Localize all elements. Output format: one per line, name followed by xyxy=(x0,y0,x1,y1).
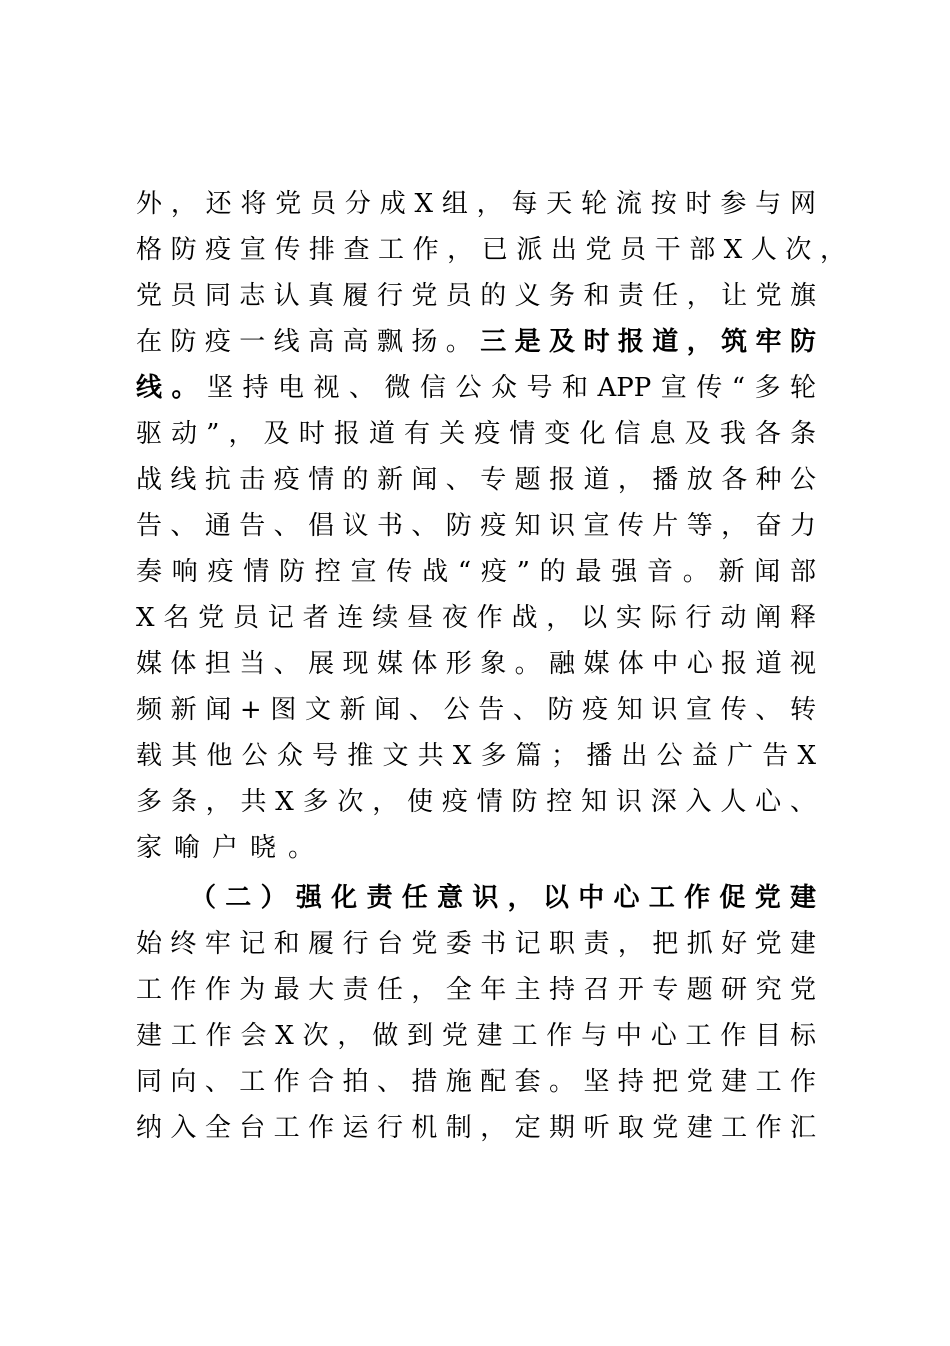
paragraph-line: 格防疫宣传排查工作，已派出党员干部X人次， xyxy=(136,235,846,265)
paragraph-line: 战线抗击疫情的新闻、专题报道，播放各种公 xyxy=(136,465,816,495)
paragraph-line: 奏响疫情防控宣传战“疫”的最强音。新闻部 xyxy=(136,557,816,587)
paragraph-line: 外，还将党员分成X组，每天轮流按时参与网 xyxy=(136,189,816,219)
paragraph-line: 纳入全台工作运行机制，定期听取党建工作汇 xyxy=(136,1113,816,1143)
paragraph-line: 始终牢记和履行台党委书记职责，把抓好党建 xyxy=(136,929,816,959)
paragraph-line: 告、通告、倡议书、防疫知识宣传片等，奋力 xyxy=(136,511,816,541)
paragraph-line: 媒体担当、展现媒体形象。融媒体中心报道视 xyxy=(136,649,816,679)
paragraph-line: 党员同志认真履行党员的义务和责任，让党旗 xyxy=(136,281,816,311)
section-heading: （二）强化责任意识，以中心工作促党建 xyxy=(190,883,816,913)
paragraph-line-mixed xyxy=(136,368,816,408)
plain-text: 在防疫一线高高飘扬。 xyxy=(136,327,481,357)
paragraph-line: 家喻户晓。 xyxy=(136,833,327,863)
paragraph-line: 载其他公众号推文共X多篇；播出公益广告X xyxy=(136,741,816,771)
paragraph-line: 建工作会X次，做到党建工作与中心工作目标 xyxy=(136,1021,816,1051)
paragraph-line: X名党员记者连续昼夜作战，以实际行动阐释 xyxy=(136,603,816,633)
bold-lead-text: 线。 xyxy=(136,373,207,403)
bold-lead-text: 三是及时报道，筑牢防 xyxy=(480,327,816,357)
paragraph-line: 频新闻+图文新闻、公告、防疫知识宣传、转 xyxy=(136,695,816,725)
paragraph-line-mixed xyxy=(136,322,816,362)
paragraph-line: 工作作为最大责任，全年主持召开专题研究党 xyxy=(136,975,816,1005)
paragraph-line: 同向、工作合拍、措施配套。坚持把党建工作 xyxy=(136,1067,816,1097)
plain-text: 坚持电视、微信公众号和APP宣传“多轮 xyxy=(207,373,816,403)
paragraph-line: 驱动”，及时报道有关疫情变化信息及我各条 xyxy=(136,419,816,449)
paragraph-line: 多条，共X多次，使疫情防控知识深入人心、 xyxy=(136,787,816,817)
